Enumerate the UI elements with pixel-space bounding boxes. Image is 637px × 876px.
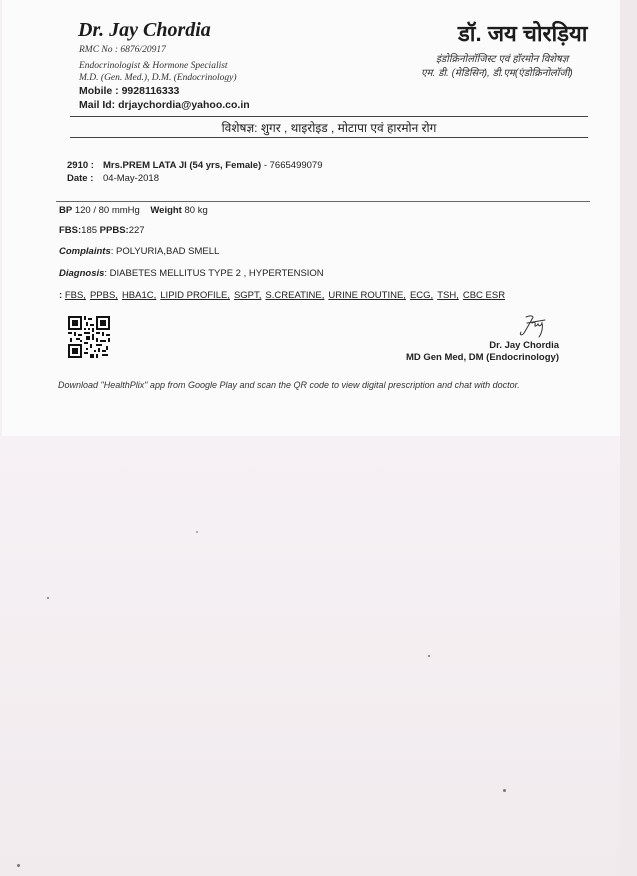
scan-speck bbox=[196, 531, 198, 533]
diagnosis-value: : DIABETES MELLITUS TYPE 2 , HYPERTENSION bbox=[104, 268, 324, 279]
qr-code-icon bbox=[67, 316, 111, 358]
sheet-edge bbox=[620, 0, 637, 876]
ppbs-label: PPBS: bbox=[99, 225, 129, 236]
test-item: TSH, bbox=[437, 290, 459, 301]
mobile-number: Mobile : 9928116333 bbox=[79, 85, 180, 97]
test-item: FBS, bbox=[64, 290, 86, 301]
fbs-label: FBS: bbox=[59, 225, 82, 236]
doctor-name-hindi: डॉ. जय चोरड़िया bbox=[458, 21, 588, 46]
complaints-row bbox=[59, 246, 219, 257]
doctor-name-english: Dr. Jay Chordia bbox=[78, 19, 211, 41]
test-item: SGPT, bbox=[233, 290, 262, 301]
patient-info bbox=[103, 160, 322, 171]
test-item: URINE ROUTINE, bbox=[328, 290, 406, 301]
specialty-banner: विशेषज्ञ: शुगर , थाइरोइड , मोटापा एवं हारमोन रोग bbox=[221, 121, 437, 135]
test-item: ECG, bbox=[409, 290, 434, 301]
header-rule-bottom bbox=[70, 137, 588, 138]
specialty-english: Endocrinologist & Hormone Specialist bbox=[79, 61, 228, 71]
complaints-value: : POLYURIA,BAD SMELL bbox=[110, 246, 220, 257]
diagnosis-row bbox=[59, 268, 324, 279]
degree-english: M.D. (Gen. Med.), D.M. (Endocrinology) bbox=[79, 73, 237, 83]
test-item: LIPID PROFILE, bbox=[160, 290, 230, 301]
doctor-signature bbox=[517, 313, 551, 339]
patient-name: Mrs.PREM LATA JI (54 yrs, Female) bbox=[103, 160, 262, 171]
weight-value: 80 kg bbox=[184, 205, 208, 216]
patient-phone: - 7665499079 bbox=[261, 160, 323, 171]
header-rule-top bbox=[70, 116, 588, 117]
weight-label: Weight bbox=[150, 205, 182, 216]
test-item: HBA1C, bbox=[121, 290, 157, 301]
specialty-hindi: इंडोक्रिनोलॉजिस्ट एवं हॉरमोन विशेषज्ञ bbox=[436, 54, 569, 65]
signature-name: Dr. Jay Chordia bbox=[489, 340, 559, 351]
download-note: Download "HealthPlix" app from Google Play and scan the QR code to view digital prescription and chat with doctor. bbox=[58, 380, 520, 390]
vitals-row bbox=[59, 205, 208, 216]
scan-speck bbox=[428, 655, 430, 657]
patient-rule bbox=[56, 201, 590, 202]
complaints-label: Complaints bbox=[59, 246, 111, 257]
bp-value: 120 / 80 mmHg bbox=[74, 205, 140, 216]
scan-speck bbox=[47, 597, 49, 599]
fbs-value: 185 bbox=[81, 225, 98, 236]
signature-degree: MD Gen Med, DM (Endocrinology) bbox=[405, 352, 559, 363]
mail-id: Mail Id: drjaychordia@yahoo.co.in bbox=[79, 99, 250, 111]
degree-hindi: एम. डी. (मेडिसिन), डी.एम(एंडोक्रिनोलॉजी) bbox=[421, 68, 573, 79]
tests-prefix: : bbox=[59, 290, 63, 301]
test-item: S.CREATINE, bbox=[265, 290, 325, 301]
rmc-number: RMC No : 6876/20917 bbox=[79, 45, 166, 55]
ppbs-value: 227 bbox=[128, 225, 145, 236]
scan-speck bbox=[503, 789, 506, 792]
bp-label: BP bbox=[59, 205, 73, 216]
test-item: CBC ESR bbox=[462, 290, 506, 301]
sugar-row bbox=[59, 225, 145, 236]
blank-area bbox=[0, 436, 637, 876]
prescription-date: 04-May-2018 bbox=[103, 173, 159, 184]
tests-row bbox=[59, 290, 509, 301]
date-label: Date : bbox=[67, 173, 94, 184]
patient-id: 2910 : bbox=[67, 160, 94, 171]
test-item: PPBS, bbox=[89, 290, 118, 301]
scan-speck bbox=[17, 864, 20, 867]
diagnosis-label: Diagnosis bbox=[59, 268, 105, 279]
